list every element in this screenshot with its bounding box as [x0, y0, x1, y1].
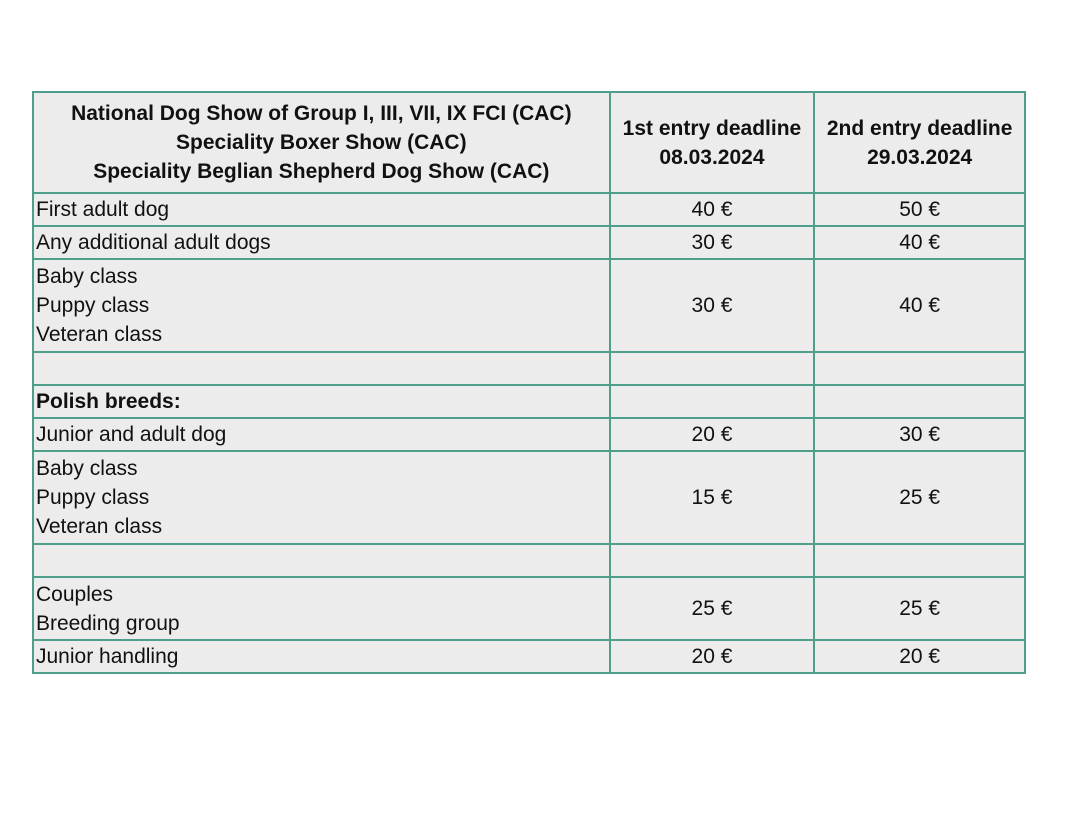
- fee-first-deadline: 15 €: [610, 451, 815, 544]
- class-label: Couples: [36, 582, 114, 606]
- class-label-cell: [33, 451, 610, 544]
- table-row: [33, 418, 1025, 451]
- fee-second-deadline: 40 €: [814, 259, 1025, 352]
- empty-cell: [814, 544, 1025, 577]
- first-deadline-header: [610, 92, 815, 193]
- first-deadline-label: 1st entry deadline: [622, 116, 802, 140]
- class-label: Junior handling: [36, 645, 179, 668]
- second-deadline-date: 29.03.2024: [867, 145, 973, 169]
- class-label: Baby class: [36, 457, 138, 480]
- show-title-line-3: Speciality Beglian Shepherd Dog Show (CAC): [93, 160, 550, 183]
- class-label: Any additional adult dogs: [36, 231, 271, 254]
- fee-first-deadline: 40 €: [610, 193, 815, 226]
- second-deadline-label: 2nd entry deadline: [826, 116, 1013, 140]
- spacer-row: [33, 544, 1025, 577]
- class-label-cell: [33, 577, 610, 640]
- table-row: [33, 226, 1025, 259]
- section-header-row: [33, 385, 1025, 418]
- empty-cell: [33, 544, 610, 577]
- show-title-cell: [33, 92, 610, 193]
- section-title-cell: [33, 385, 610, 418]
- fee-first-deadline: 30 €: [610, 259, 815, 352]
- empty-cell: [610, 385, 815, 418]
- class-label: Breeding group: [36, 611, 180, 635]
- table-row: [33, 259, 1025, 352]
- table-row: [33, 451, 1025, 544]
- empty-cell: [610, 544, 815, 577]
- class-label: Puppy class: [36, 486, 150, 509]
- class-label: Veteran class: [36, 515, 163, 538]
- fee-first-deadline: 20 €: [610, 640, 815, 673]
- fee-second-deadline: 50 €: [814, 193, 1025, 226]
- fee-second-deadline: 30 €: [814, 418, 1025, 451]
- show-title-line-1: National Dog Show of Group I, III, VII, IX FCI (CAC): [71, 102, 572, 125]
- class-label-cell: [33, 259, 610, 352]
- fee-first-deadline: 20 €: [610, 418, 815, 451]
- spacer-row: [33, 352, 1025, 385]
- class-label: Puppy class: [36, 294, 150, 317]
- table-row: [33, 577, 1025, 640]
- fee-first-deadline: 30 €: [610, 226, 815, 259]
- entry-fee-table: [32, 91, 1026, 674]
- class-label-cell: [33, 226, 610, 259]
- table-row: [33, 640, 1025, 673]
- empty-cell: [814, 385, 1025, 418]
- class-label: Junior and adult dog: [36, 423, 227, 446]
- class-label: First adult dog: [36, 198, 170, 221]
- class-label-cell: [33, 640, 610, 673]
- class-label: Veteran class: [36, 323, 163, 346]
- section-title: Polish breeds:: [36, 390, 181, 413]
- empty-cell: [33, 352, 610, 385]
- table-row: [33, 193, 1025, 226]
- class-label-cell: [33, 418, 610, 451]
- empty-cell: [610, 352, 815, 385]
- first-deadline-date: 08.03.2024: [659, 145, 765, 169]
- fee-second-deadline: 40 €: [814, 226, 1025, 259]
- fee-second-deadline: 20 €: [814, 640, 1025, 673]
- empty-cell: [814, 352, 1025, 385]
- table-header-row: [33, 92, 1025, 193]
- second-deadline-header: [814, 92, 1025, 193]
- class-label: Baby class: [36, 265, 138, 288]
- class-label-cell: [33, 193, 610, 226]
- fee-second-deadline: 25 €: [814, 577, 1025, 640]
- show-title-line-2: Speciality Boxer Show (CAC): [176, 131, 467, 154]
- fee-first-deadline: 25 €: [610, 577, 815, 640]
- fee-second-deadline: 25 €: [814, 451, 1025, 544]
